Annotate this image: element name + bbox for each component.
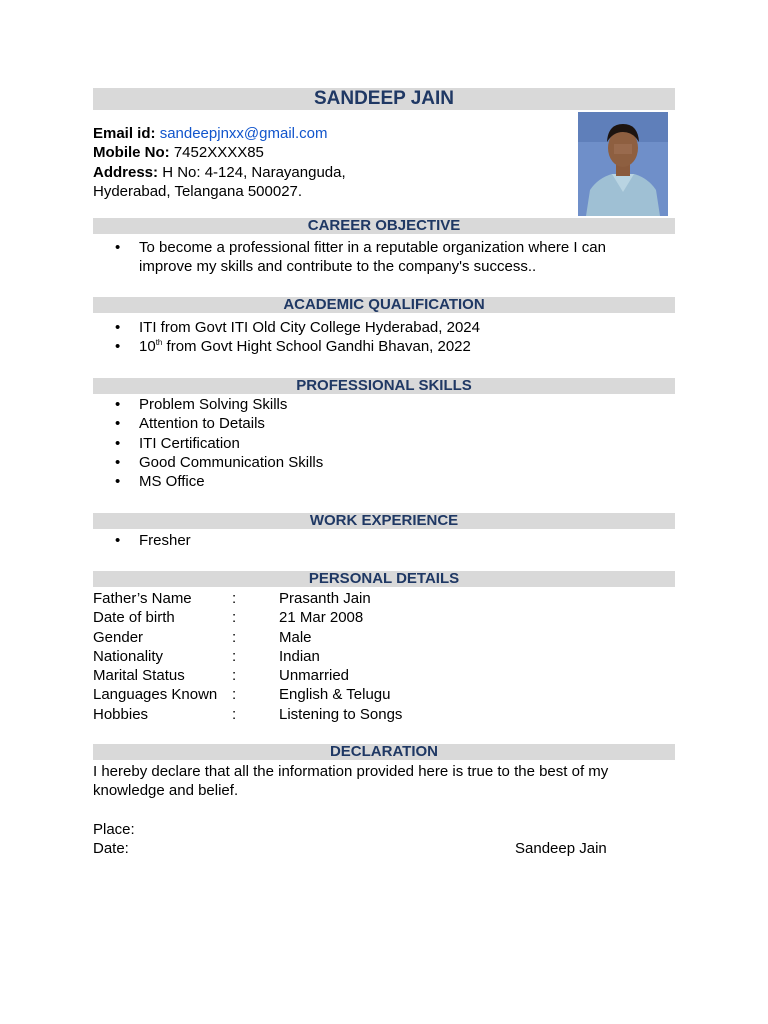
signature-name: Sandeep Jain — [515, 840, 607, 857]
detail-separator: : — [232, 686, 237, 704]
detail-label: Gender — [93, 628, 144, 646]
work-experience-heading: WORK EXPERIENCE — [93, 513, 675, 529]
academic-item-10th-rest: from Govt Hight School Gandhi Bhavan, 2022 — [162, 338, 471, 356]
detail-value: English & Telugu — [279, 686, 391, 704]
profile-photo-graphic — [578, 112, 668, 216]
academic-list — [93, 318, 653, 357]
list-item — [93, 318, 653, 337]
list-item — [93, 472, 653, 491]
declaration-text: I hereby declare that all the information provided here is true to the best of my knowledge and belief. — [93, 763, 609, 800]
email-line — [93, 124, 563, 143]
detail-row-gender — [93, 628, 493, 647]
bullet-icon: • — [115, 396, 121, 413]
bullet-icon: • — [115, 415, 121, 433]
email-label: Email id: — [93, 125, 156, 142]
bullet-icon: • — [115, 338, 121, 356]
detail-separator: : — [232, 628, 237, 646]
detail-value: Male — [279, 628, 312, 646]
list-item — [93, 337, 653, 356]
work-experience-list — [93, 531, 653, 550]
skill-item: MS Office — [139, 473, 205, 491]
detail-value: Prasanth Jain — [279, 590, 371, 607]
contact-block — [93, 124, 563, 201]
mobile-line — [93, 143, 563, 162]
detail-value: Indian — [279, 647, 320, 665]
work-experience-item: Fresher — [139, 532, 191, 549]
address-line — [93, 163, 563, 182]
list-item — [93, 238, 653, 277]
place-label: Place: — [93, 821, 135, 838]
list-item — [93, 453, 653, 472]
skill-item: Attention to Details — [139, 415, 265, 433]
skill-item: ITI Certification — [139, 434, 240, 452]
profile-photo — [578, 112, 668, 216]
detail-separator: : — [232, 609, 237, 627]
academic-item-10th-prefix: 10 — [139, 338, 156, 356]
detail-value: Listening to Songs — [279, 705, 403, 723]
detail-separator: : — [232, 590, 237, 607]
career-objective-text: To become a professional fitter in a reputable organization where I can improve my skills and contribute to the company's success.. — [139, 239, 606, 276]
detail-row-dob — [93, 608, 493, 627]
list-item — [93, 414, 653, 433]
academic-item-iti: ITI from Govt ITI Old City College Hyderabad, 2024 — [139, 319, 480, 336]
detail-row-nationality — [93, 647, 493, 666]
detail-row-marital-status — [93, 666, 493, 685]
bullet-icon: • — [115, 434, 121, 452]
address-value-line2: Hyderabad, Telangana 500027. — [93, 182, 303, 200]
detail-label: Marital Status — [93, 667, 185, 685]
bullet-icon: • — [115, 473, 121, 491]
skills-list — [93, 395, 653, 491]
detail-label: Hobbies — [93, 705, 149, 723]
detail-label: Father’s Name — [93, 590, 192, 607]
detail-value: 21 Mar 2008 — [279, 609, 364, 627]
list-item — [93, 434, 653, 453]
detail-separator: : — [232, 667, 237, 685]
bullet-icon: • — [115, 453, 121, 471]
address-label: Address: — [93, 163, 159, 181]
personal-details-heading: PERSONAL DETAILS — [93, 571, 675, 587]
mobile-value: 7452XXXX85 — [173, 144, 264, 162]
bullet-icon: • — [115, 319, 121, 336]
detail-value: Unmarried — [279, 667, 350, 685]
skill-item: Problem Solving Skills — [139, 396, 288, 413]
skills-heading: PROFESSIONAL SKILLS — [93, 378, 675, 394]
address-value-line1: H No: 4-124, Narayanguda, — [162, 163, 346, 181]
list-item — [93, 531, 653, 550]
academic-heading: ACADEMIC QUALIFICATION — [93, 297, 675, 313]
detail-separator: : — [232, 705, 237, 723]
declaration-heading: DECLARATION — [93, 744, 675, 760]
date-label: Date: — [93, 840, 129, 857]
name-heading: SANDEEP JAIN — [93, 88, 675, 110]
detail-row-father-name — [93, 589, 493, 608]
detail-label: Date of birth — [93, 609, 175, 627]
detail-row-languages — [93, 685, 493, 704]
bullet-icon: • — [115, 532, 121, 549]
career-objective-list — [93, 238, 653, 277]
detail-label: Nationality — [93, 647, 164, 665]
email-link[interactable]: sandeepjnxx@gmail.com — [159, 125, 328, 142]
list-item — [93, 395, 653, 414]
detail-separator: : — [232, 647, 237, 665]
bullet-icon: • — [115, 239, 121, 256]
personal-details-table — [93, 589, 493, 724]
career-objective-heading: CAREER OBJECTIVE — [93, 218, 675, 234]
mobile-label: Mobile No: — [93, 144, 170, 162]
detail-label: Languages Known — [93, 686, 218, 704]
academic-item-10th-sup: th — [155, 338, 163, 348]
detail-row-hobbies — [93, 705, 493, 724]
skill-item: Good Communication Skills — [139, 453, 324, 471]
